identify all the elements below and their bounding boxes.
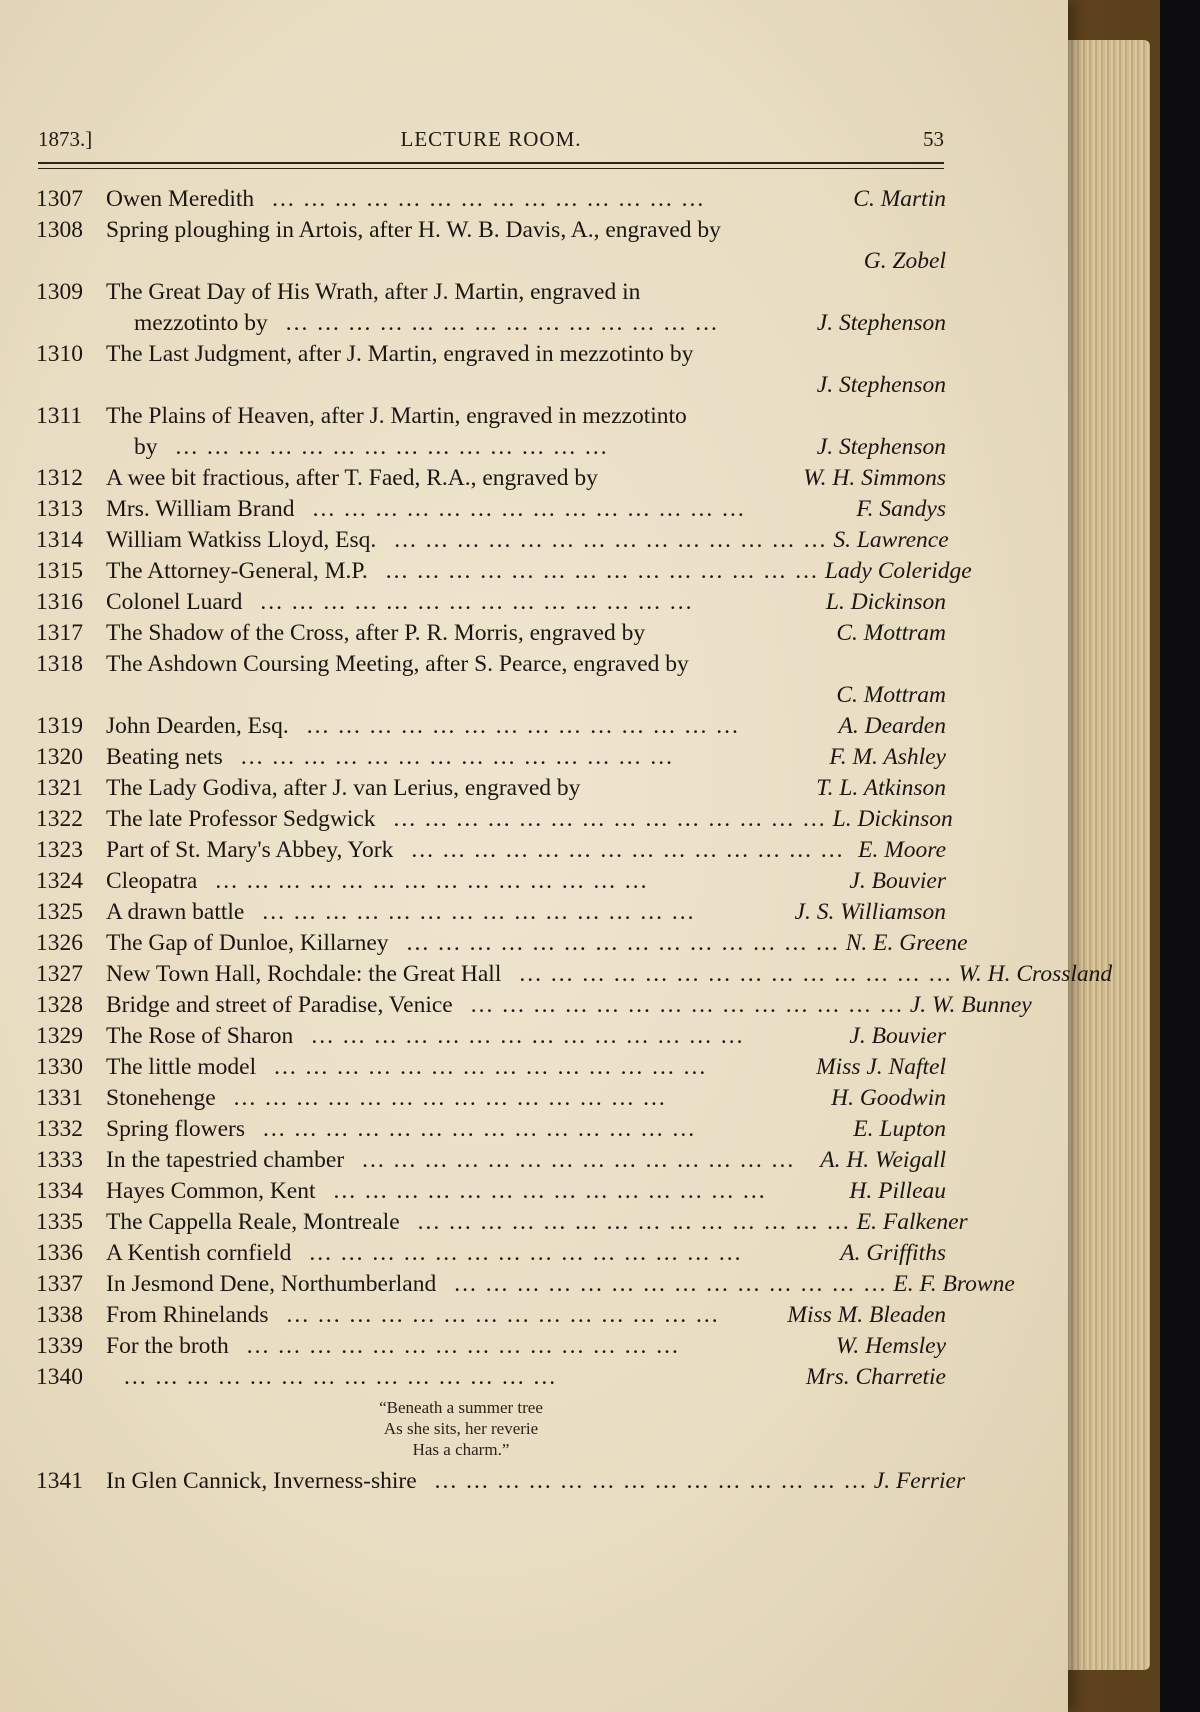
- entry-number: 1330: [36, 1054, 83, 1080]
- entry-artist: F. M. Ashley: [829, 744, 946, 770]
- catalogue-entry: [36, 556, 972, 587]
- entry-title: Hayes Common, Kent: [106, 1178, 316, 1204]
- catalogue-entry: [36, 1083, 946, 1114]
- entry-number: 1341: [36, 1468, 83, 1494]
- catalogue-entry: [36, 401, 946, 463]
- catalogue-entry: [36, 959, 1113, 990]
- catalogue-entry: [36, 711, 946, 742]
- entry-title: In the tapestried chamber: [106, 1147, 345, 1173]
- leader-dots: ... ... ... ... ... ... ... ... ... ... ... ... ... ...: [454, 1271, 888, 1297]
- verse-quote: [36, 1397, 946, 1460]
- entry-number: 1322: [36, 806, 83, 832]
- catalogue-entry: [36, 1021, 946, 1052]
- leader-dots: ... ... ... ... ... ... ... ... ... ... ... ... ... ...: [309, 1240, 743, 1266]
- entry-title: The late Professor Sedgwick: [106, 806, 376, 832]
- catalogue-entry: [36, 897, 946, 928]
- entry-artist: J. Stephenson: [816, 310, 946, 336]
- entry-number: 1307: [36, 186, 83, 212]
- entry-title: For the broth: [106, 1333, 229, 1359]
- entry-title-cont: by: [134, 434, 158, 460]
- entry-artist: Mrs. Charretie: [805, 1364, 946, 1390]
- catalogue-entry: [36, 494, 946, 525]
- running-header: [38, 124, 944, 158]
- entry-number: 1311: [36, 403, 83, 429]
- entry-artist: A. Griffiths: [840, 1240, 946, 1266]
- catalogue-entry: [36, 804, 953, 835]
- catalogue-entry: [36, 1362, 946, 1393]
- quote-line: As she sits, her reverie: [383, 1419, 539, 1438]
- entry-artist: S. Lawrence: [833, 527, 949, 553]
- entry-artist: J. S. Williamson: [794, 899, 946, 925]
- entry-artist: Miss J. Naftel: [816, 1054, 946, 1080]
- entry-artist: L. Dickinson: [825, 589, 946, 615]
- leader-dots: ... ... ... ... ... ... ... ... ... ... ... ... ... ...: [233, 1085, 667, 1111]
- entry-number: 1327: [36, 961, 83, 987]
- entry-artist: E. Lupton: [853, 1116, 946, 1142]
- entry-artist: J. Stephenson: [816, 372, 946, 398]
- catalogue-entry: [36, 1176, 946, 1207]
- entry-number: 1325: [36, 899, 83, 925]
- entry-title: Mrs. William Brand: [106, 496, 295, 522]
- entry-artist: J. Bouvier: [849, 868, 946, 894]
- quote-line: “Beneath a summer tree: [379, 1398, 543, 1417]
- entry-number: 1329: [36, 1023, 83, 1049]
- entry-number: 1319: [36, 713, 83, 739]
- leader-dots: ... ... ... ... ... ... ... ... ... ... ... ... ... ...: [262, 899, 696, 925]
- entry-title: Colonel Luard: [106, 589, 243, 615]
- catalogue-entry: [36, 215, 946, 277]
- entry-title: A Kentish cornfield: [106, 1240, 292, 1266]
- entry-title: Stonehenge: [106, 1085, 216, 1111]
- catalogue-entry: [36, 990, 1032, 1021]
- entry-number: 1335: [36, 1209, 83, 1235]
- catalogue-entry: [36, 1300, 946, 1331]
- leader-dots: ... ... ... ... ... ... ... ... ... ... ... ... ... ...: [385, 558, 819, 584]
- entry-title: Beating nets: [106, 744, 223, 770]
- leader-dots: ... ... ... ... ... ... ... ... ... ... ... ... ... ...: [333, 1178, 767, 1204]
- leader-dots: ... ... ... ... ... ... ... ... ... ... ... ... ... ...: [434, 1468, 868, 1494]
- entry-number: 1337: [36, 1271, 83, 1297]
- catalogue-entry: [36, 1207, 968, 1238]
- entry-artist: G. Zobel: [863, 248, 946, 274]
- leader-dots: ... ... ... ... ... ... ... ... ... ... ... ... ... ...: [311, 1023, 745, 1049]
- entry-artist: W. H. Simmons: [803, 465, 946, 491]
- catalogue-entry: [36, 618, 946, 649]
- catalogue-entry: [36, 1114, 946, 1145]
- entry-number: 1312: [36, 465, 83, 491]
- leader-dots: ... ... ... ... ... ... ... ... ... ... ... ... ... ...: [240, 744, 674, 770]
- catalogue-entry: [36, 742, 946, 773]
- leader-dots: ... ... ... ... ... ... ... ... ... ... ... ... ... ...: [417, 1209, 851, 1235]
- entry-number: 1314: [36, 527, 83, 553]
- header-title: LECTURE ROOM.: [400, 127, 582, 151]
- entry-artist: E. Moore: [858, 837, 946, 863]
- entry-number: 1324: [36, 868, 83, 894]
- leader-dots: ... ... ... ... ... ... ... ... ... ... ... ... ... ...: [246, 1333, 680, 1359]
- entry-title: The Great Day of His Wrath, after J. Martin, engraved in: [106, 279, 641, 305]
- entry-artist: J. Stephenson: [816, 434, 946, 460]
- catalogue-entry: [36, 339, 946, 401]
- entry-number: 1317: [36, 620, 83, 646]
- catalogue-entry: [36, 1331, 946, 1362]
- leader-dots: ... ... ... ... ... ... ... ... ... ... ... ... ... ...: [519, 961, 953, 987]
- entry-number: 1309: [36, 279, 83, 305]
- quote-line: Has a charm.”: [412, 1440, 510, 1459]
- leader-dots: ... ... ... ... ... ... ... ... ... ... ... ... ... ...: [286, 1302, 720, 1328]
- leader-dots: ... ... ... ... ... ... ... ... ... ... ... ... ... ...: [406, 930, 840, 956]
- catalogue-entry: [36, 1466, 966, 1497]
- entry-number: 1323: [36, 837, 83, 863]
- entry-number: 1339: [36, 1333, 83, 1359]
- catalogue-entry: [36, 649, 946, 711]
- catalogue-entry: [36, 1238, 946, 1269]
- entry-title: The Shadow of the Cross, after P. R. Morris, engraved by: [106, 620, 646, 646]
- entry-title-cont: mezzotinto by: [134, 310, 268, 336]
- entry-title: The Gap of Dunloe, Killarney: [106, 930, 389, 956]
- leader-dots: ... ... ... ... ... ... ... ... ... ... ... ... ... ...: [175, 434, 609, 460]
- entry-artist: W. H. Crossland: [958, 961, 1113, 987]
- entry-title: Owen Meredith: [106, 186, 255, 212]
- catalogue-entry: [36, 866, 946, 897]
- entry-title: Spring flowers: [106, 1116, 246, 1142]
- catalogue-entry: [36, 928, 968, 959]
- entry-artist: C. Martin: [853, 186, 946, 212]
- header-rule: [38, 162, 944, 164]
- entry-number: 1308: [36, 217, 83, 243]
- entry-title: New Town Hall, Rochdale: the Great Hall: [106, 961, 502, 987]
- entry-title: The Rose of Sharon: [106, 1023, 294, 1049]
- leader-dots: ... ... ... ... ... ... ... ... ... ... ... ... ... ...: [274, 1054, 708, 1080]
- entry-artist: E. Falkener: [856, 1209, 968, 1235]
- entry-title: Bridge and street of Paradise, Venice: [106, 992, 453, 1018]
- entry-number: 1336: [36, 1240, 83, 1266]
- leader-dots: ... ... ... ... ... ... ... ... ... ... ... ... ... ...: [393, 806, 827, 832]
- entry-artist: J. Ferrier: [873, 1468, 966, 1494]
- header-rule-thin: [38, 168, 944, 169]
- entry-artist: N. E. Greene: [845, 930, 968, 956]
- entry-title: From Rhinelands: [106, 1302, 269, 1328]
- catalogue-entry: [36, 463, 946, 494]
- leader-dots: ... ... ... ... ... ... ... ... ... ... ... ... ... ...: [272, 186, 706, 212]
- leader-dots: ... ... ... ... ... ... ... ... ... ... ... ... ... ...: [411, 837, 845, 863]
- catalogue-entry: [36, 587, 946, 618]
- leader-dots: ... ... ... ... ... ... ... ... ... ... ... ... ... ...: [362, 1147, 796, 1173]
- leader-dots: ... ... ... ... ... ... ... ... ... ... ... ... ... ...: [215, 868, 649, 894]
- entry-title: Cleopatra: [106, 868, 198, 894]
- entry-title: A wee bit fractious, after T. Faed, R.A., engraved by: [106, 465, 598, 491]
- entry-artist: H. Pilleau: [849, 1178, 946, 1204]
- entry-artist: Miss M. Bleaden: [787, 1302, 946, 1328]
- entry-artist: C. Mottram: [836, 682, 946, 708]
- catalogue-list: [36, 184, 1113, 1497]
- leader-dots: ... ... ... ... ... ... ... ... ... ... ... ... ... ...: [394, 527, 828, 553]
- entry-title: The Attorney-General, M.P.: [106, 558, 368, 584]
- entry-title: William Watkiss Lloyd, Esq.: [106, 527, 377, 553]
- entry-title: In Jesmond Dene, Northumberland: [106, 1271, 437, 1297]
- leader-dots: ... ... ... ... ... ... ... ... ... ... ... ... ... ...: [285, 310, 719, 336]
- entry-number: 1315: [36, 558, 83, 584]
- entry-title: The Cappella Reale, Montreale: [106, 1209, 400, 1235]
- catalogue-entry: [36, 1269, 1015, 1300]
- page-number: 53: [923, 127, 944, 151]
- entry-title: Spring ploughing in Artois, after H. W. B. Davis, A., engraved by: [106, 217, 721, 243]
- entry-title: The Ashdown Coursing Meeting, after S. Pearce, engraved by: [106, 651, 689, 677]
- entry-title: A drawn battle: [106, 899, 245, 925]
- entry-number: 1328: [36, 992, 83, 1018]
- entry-number: 1313: [36, 496, 83, 522]
- catalogue-entry: [36, 1145, 946, 1176]
- entry-artist: J. Bouvier: [849, 1023, 946, 1049]
- entry-number: 1316: [36, 589, 83, 615]
- entry-title: John Dearden, Esq.: [106, 713, 289, 739]
- catalogue-entry: [36, 184, 946, 215]
- entry-artist: T. L. Atkinson: [816, 775, 946, 801]
- entry-number: 1331: [36, 1085, 83, 1111]
- entry-artist: H. Goodwin: [831, 1085, 946, 1111]
- entry-artist: W. Hemsley: [835, 1333, 946, 1359]
- entry-title: The Last Judgment, after J. Martin, engraved in mezzotinto by: [106, 341, 694, 367]
- entry-artist: A. H. Weigall: [820, 1147, 946, 1173]
- entry-number: 1338: [36, 1302, 83, 1328]
- entry-artist: F. Sandys: [856, 496, 946, 522]
- catalogue-entry: [36, 1052, 946, 1083]
- entry-artist: A. Dearden: [838, 713, 946, 739]
- entry-artist: L. Dickinson: [832, 806, 953, 832]
- entry-title: Part of St. Mary's Abbey, York: [106, 837, 394, 863]
- entry-number: 1332: [36, 1116, 83, 1142]
- catalogue-entry: [36, 525, 949, 556]
- entry-number: 1333: [36, 1147, 83, 1173]
- catalogue-entry: [36, 835, 946, 866]
- leader-dots: ... ... ... ... ... ... ... ... ... ... ... ... ... ...: [470, 992, 904, 1018]
- entry-number: 1340: [36, 1364, 83, 1390]
- entry-number: 1318: [36, 651, 83, 677]
- leader-dots: ... ... ... ... ... ... ... ... ... ... ... ... ... ...: [306, 713, 740, 739]
- entry-title: The Lady Godiva, after J. van Lerius, engraved by: [106, 775, 581, 801]
- entry-number: 1334: [36, 1178, 83, 1204]
- entry-number: 1310: [36, 341, 83, 367]
- entry-title: The Plains of Heaven, after J. Martin, engraved in mezzotinto: [106, 403, 687, 429]
- leader-dots: ... ... ... ... ... ... ... ... ... ... ... ... ... ...: [263, 1116, 697, 1142]
- entry-artist: J. W. Bunney: [909, 992, 1032, 1018]
- leader-dots: ... ... ... ... ... ... ... ... ... ... ... ... ... ...: [260, 589, 694, 615]
- entry-artist: Lady Coleridge: [824, 558, 972, 584]
- entry-title: The little model: [106, 1054, 257, 1080]
- entry-number: 1321: [36, 775, 83, 801]
- leader-dots: ... ... ... ... ... ... ... ... ... ... ... ... ... ...: [312, 496, 746, 522]
- catalogue-entry: [36, 277, 946, 339]
- entry-artist: E. F. Browne: [893, 1271, 1015, 1297]
- entry-artist: C. Mottram: [836, 620, 946, 646]
- header-year: 1873.]: [38, 127, 93, 151]
- entry-number: 1326: [36, 930, 83, 956]
- catalogue-entry: [36, 773, 946, 804]
- entry-number: 1320: [36, 744, 83, 770]
- leader-dots: ... ... ... ... ... ... ... ... ... ... ... ... ... ...: [124, 1364, 558, 1390]
- entry-title: In Glen Cannick, Inverness-shire: [106, 1468, 417, 1494]
